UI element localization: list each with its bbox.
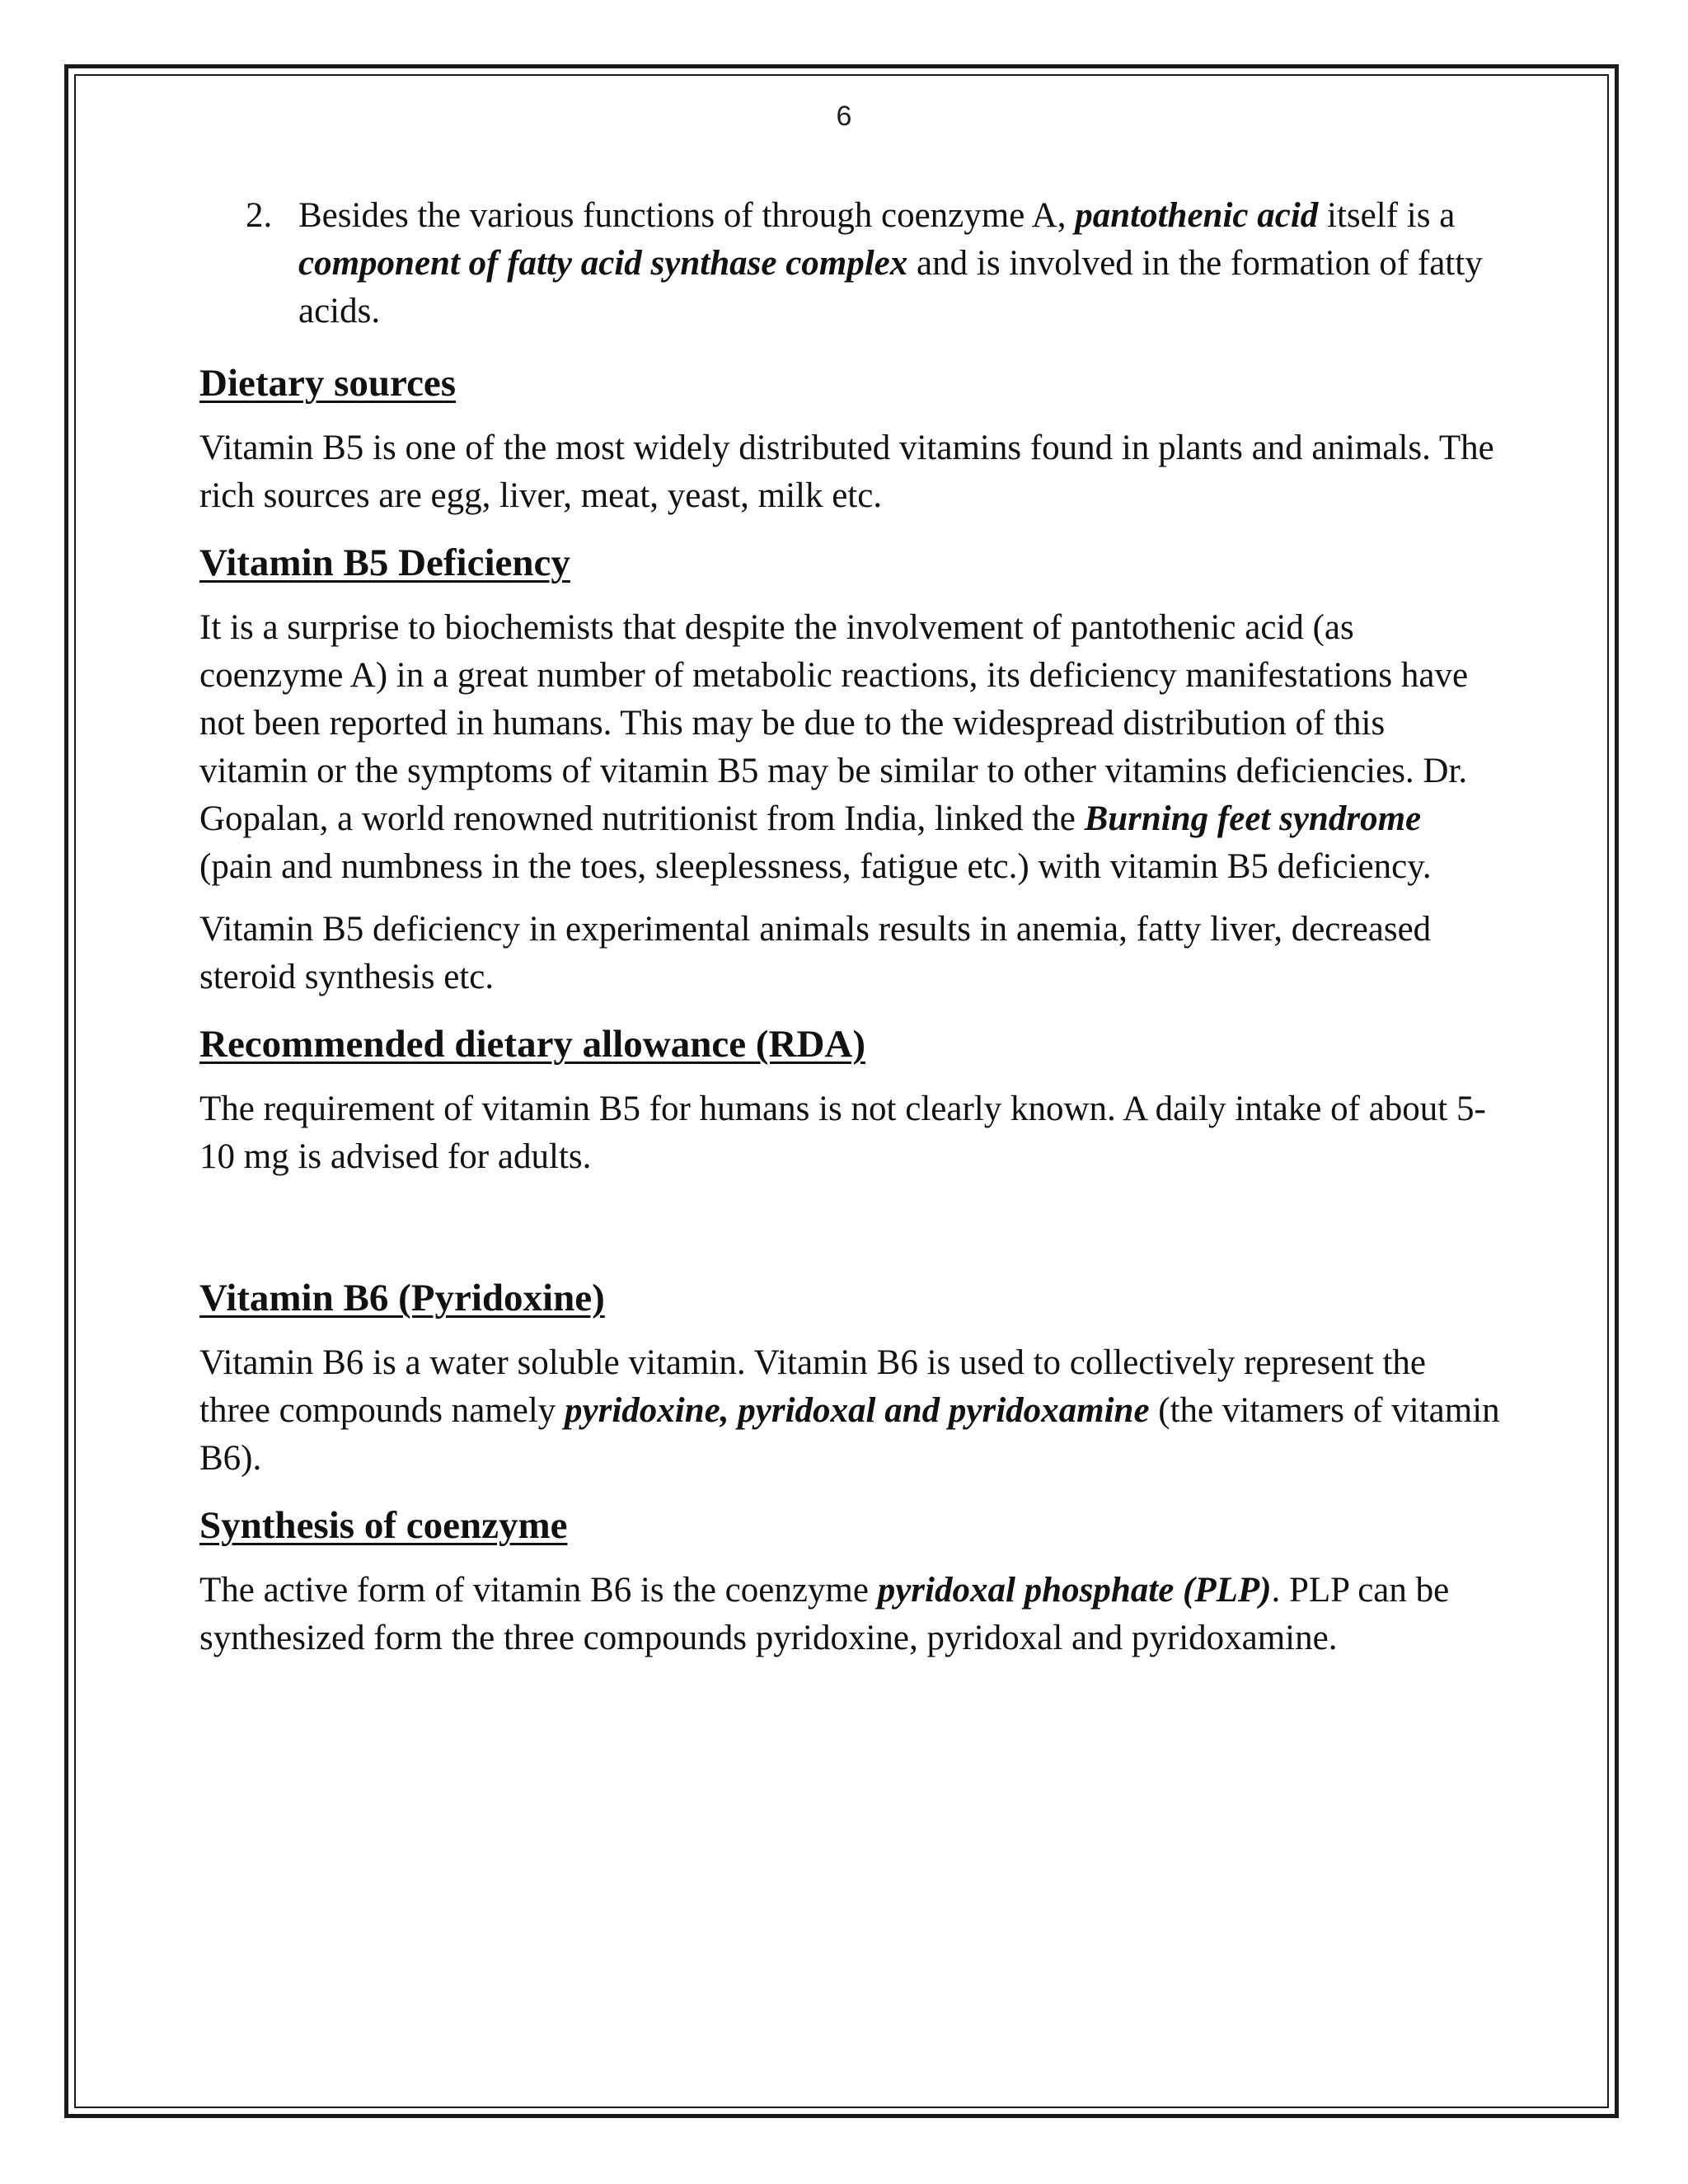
b5-deficiency-paragraph (199, 604, 1502, 891)
dietary-sources-paragraph: Vitamin B5 is one of the most widely distributed vitamins found in plants and animals. The rich sources are egg, liver, meat, yeast, milk etc. (199, 429, 1494, 515)
b6-text-2: (the vitamers of vitamin B6). (199, 1391, 1500, 1478)
document-body (199, 192, 1502, 1662)
heading-synthesis-coenzyme: Synthesis of coenzyme (199, 1504, 568, 1547)
page-number: 6 (836, 101, 852, 132)
b5-experimental-paragraph: Vitamin B5 deficiency in experimental animals results in anemia, fatty liver, decreased steroid synthesis etc. (199, 910, 1432, 996)
coenzyme-text-2: . PLP can be synthesized form the three compounds pyridoxine, pyridoxal and pyridoxamine. (199, 1571, 1450, 1657)
heading-b5-deficiency: Vitamin B5 Deficiency (199, 541, 570, 584)
list-item-text-3: and is involved in the formation of fatty acids. (298, 244, 1483, 330)
coenzyme-paragraph (199, 1567, 1502, 1662)
b6-paragraph (199, 1339, 1502, 1483)
list-item (199, 192, 1502, 335)
list-item-text-2: itself is a (1318, 196, 1456, 235)
coenzyme-text-1: The active form of vitamin B6 is the coenzyme (199, 1571, 878, 1610)
b5-deficiency-text-2: (pain and numbness in the toes, sleeplessness, fatigue etc.) with vitamin B5 deficiency. (199, 847, 1432, 886)
b5-deficiency-text-1: It is a surprise to biochemists that despite the involvement of pantothenic acid (as coenzyme A) in a great number of metabolic reactions, its deficiency manifestations have not been reported in humans. This may be due to the widespread distribution of this vitamin or the symptoms of vitamin B5 may be similar to other vitamins deficiencies. Dr. Gopalan, a world renowned nutritionist from India, linked the (199, 608, 1469, 838)
list-item-number: 2. (246, 196, 273, 235)
heading-rda: Recommended dietary allowance (RDA) (199, 1023, 865, 1066)
heading-dietary-sources: Dietary sources (199, 362, 457, 405)
list-item-bold-1: pantothenic acid (1075, 196, 1319, 235)
list-item-text-1: Besides the various functions of through coenzyme A, (298, 196, 1076, 235)
burning-feet-syndrome: Burning feet syndrome (1084, 799, 1422, 838)
heading-vitamin-b6: Vitamin B6 (Pyridoxine) (199, 1277, 605, 1319)
pyridoxal-phosphate: pyridoxal phosphate (PLP) (877, 1571, 1272, 1610)
rda-paragraph: The requirement of vitamin B5 for humans is not clearly known. A daily intake of about 5-10 mg is advised for adults. (199, 1090, 1486, 1176)
list-item-bold-2: component of fatty acid synthase complex (298, 244, 908, 283)
b6-vitamers: pyridoxine, pyridoxal and pyridoxamine (565, 1391, 1150, 1430)
b6-text-1: Vitamin B6 is a water soluble vitamin. Vitamin B6 is used to collectively represent the three compounds namely (199, 1343, 1426, 1430)
